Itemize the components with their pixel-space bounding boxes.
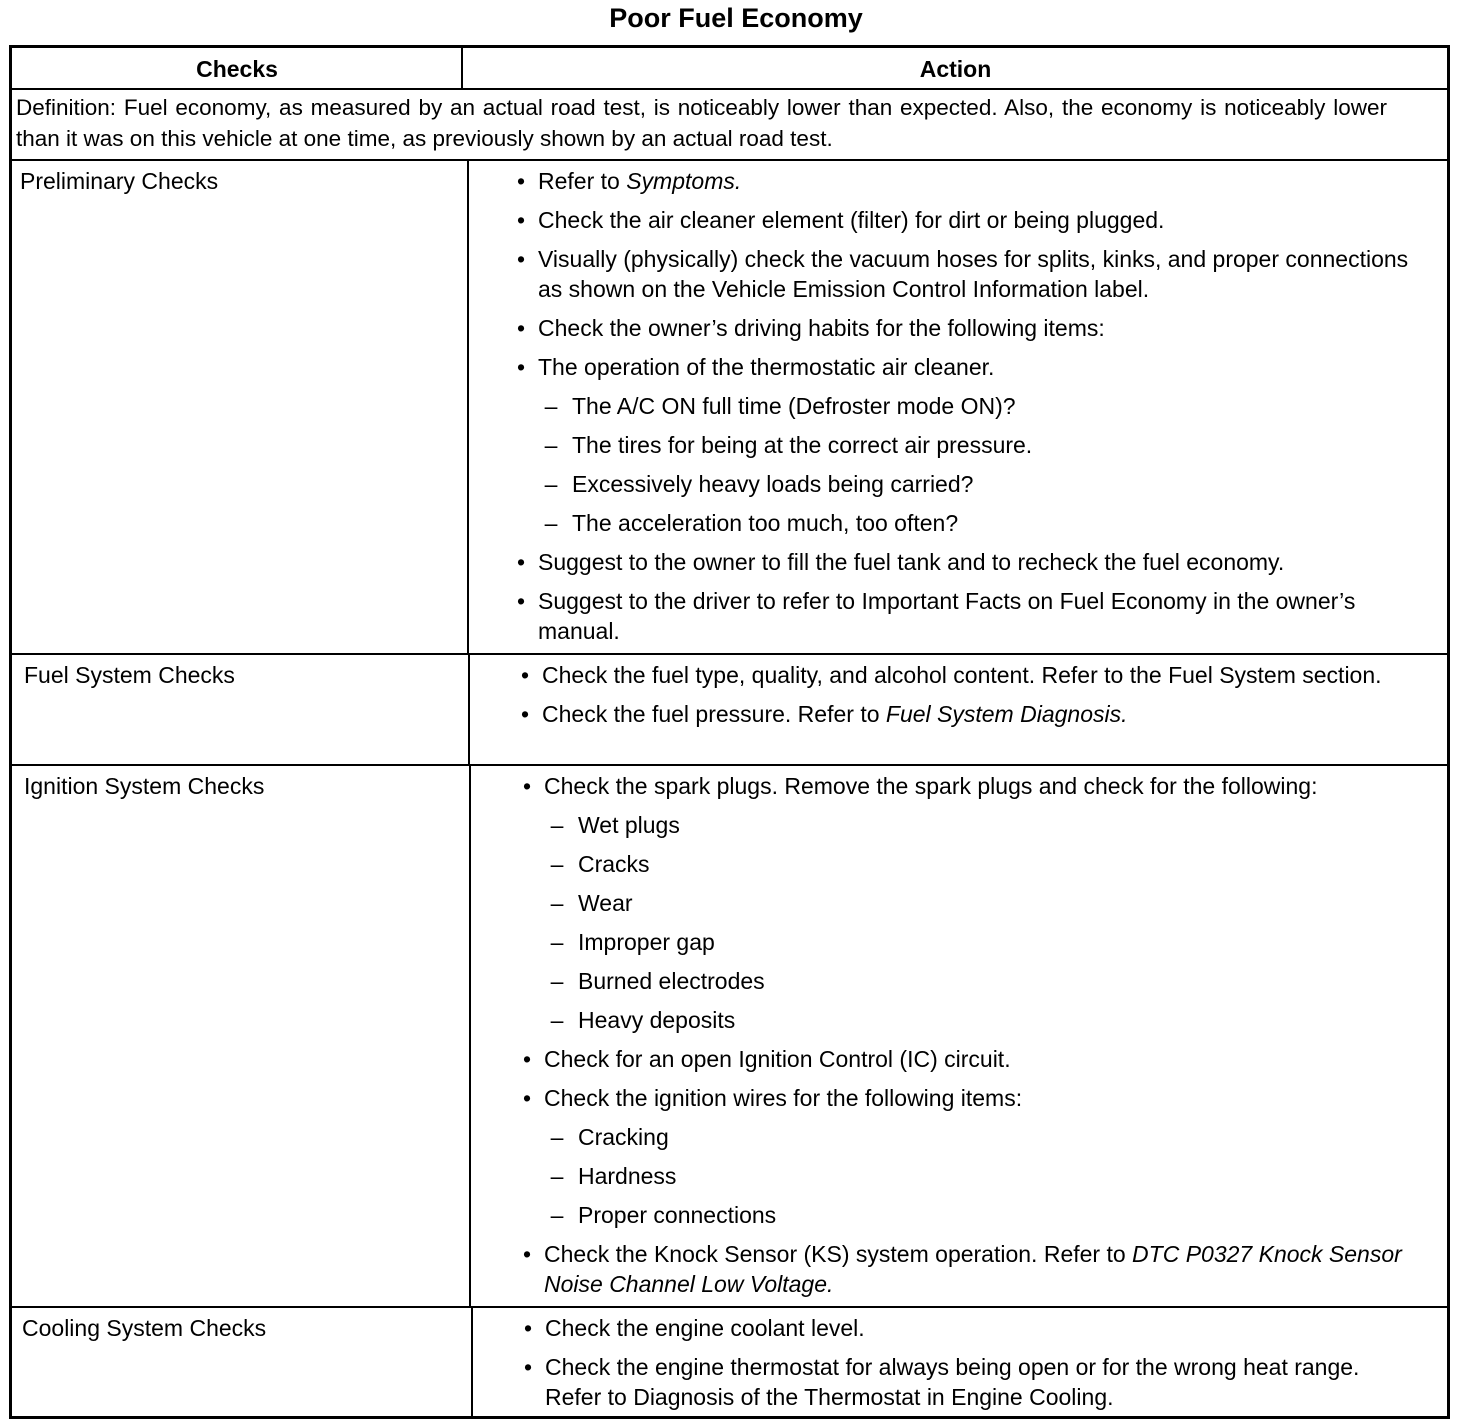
check-category-label: Cooling System Checks (22, 1315, 267, 1341)
reference-text: Symptoms. (626, 168, 742, 194)
poor-fuel-economy-table (9, 45, 1450, 1419)
action-item (516, 771, 1417, 801)
action-text: Check the fuel type, quality, and alcohol content. Refer to the Fuel System section. (542, 662, 1382, 688)
action-text: Heavy deposits (578, 1007, 736, 1033)
action-list (517, 1313, 1417, 1421)
action-subitem (516, 966, 1417, 996)
action-text: Hardness (578, 1163, 677, 1189)
action-subitem (510, 469, 1417, 499)
action-item (510, 244, 1417, 304)
action-item (510, 313, 1417, 343)
dash-marker: – (550, 968, 564, 994)
column-divider (467, 161, 469, 653)
action-subitem (516, 1161, 1417, 1191)
action-text: Visually (physically) check the vacuum hoses for splits, kinks, and proper connections as shown on the Vehicle Emission Control Information label. (538, 246, 1409, 302)
action-text: Improper gap (578, 929, 715, 955)
action-subitem (516, 849, 1417, 879)
definition-text: Definition: Fuel economy, as measured by an actual road test, is noticeably lower than expected. Also, the economy is noticeably lower than it was on this vehicle at one time, as previously shown by an actual road test. (16, 95, 1387, 151)
action-item (510, 547, 1417, 577)
action-item (510, 586, 1417, 646)
bullet-marker: • (522, 1046, 532, 1072)
bullet-marker: • (523, 1315, 533, 1341)
action-text: Check the spark plugs. Remove the spark plugs and check for the following: (544, 773, 1318, 799)
dash-marker: – (550, 1007, 564, 1033)
dash-marker: – (544, 510, 558, 536)
action-text: Refer to (538, 168, 627, 194)
bullet-marker: • (520, 701, 530, 727)
dash-marker: – (550, 1124, 564, 1150)
column-divider (471, 1308, 473, 1416)
header-checks: Checks (196, 56, 278, 82)
bullet-marker: • (516, 588, 526, 614)
bullet-marker: • (523, 1354, 533, 1380)
action-list (514, 660, 1417, 738)
bullet-marker: • (516, 549, 526, 575)
page-title: Poor Fuel Economy (609, 3, 863, 33)
action-text: Check the engine coolant level. (545, 1315, 865, 1341)
dash-marker: – (550, 851, 564, 877)
action-text: The operation of the thermostatic air cleaner. (538, 354, 995, 380)
action-subitem (516, 1005, 1417, 1035)
action-subitem (516, 888, 1417, 918)
dash-marker: – (544, 393, 558, 419)
action-item (514, 699, 1417, 729)
check-category-label: Ignition System Checks (24, 773, 265, 799)
action-item (516, 1083, 1417, 1113)
dash-marker: – (550, 1163, 564, 1189)
action-item (517, 1313, 1417, 1343)
bullet-marker: • (516, 315, 526, 341)
dash-marker: – (550, 1202, 564, 1228)
action-text: Wear (578, 890, 633, 916)
bullet-marker: • (516, 168, 526, 194)
bullet-marker: • (522, 773, 532, 799)
action-item (514, 660, 1417, 690)
action-text: The acceleration too much, too often? (572, 510, 959, 536)
action-item (516, 1239, 1417, 1299)
action-text: Check for an open Ignition Control (IC) circuit. (544, 1046, 1011, 1072)
action-subitem (510, 508, 1417, 538)
dash-marker: – (544, 471, 558, 497)
action-text: Burned electrodes (578, 968, 765, 994)
action-text: Wet plugs (578, 812, 680, 838)
action-text: The tires for being at the correct air pressure. (572, 432, 1033, 458)
bullet-marker: • (516, 207, 526, 233)
action-text: Check the fuel pressure. Refer to (542, 701, 886, 727)
bullet-marker: • (520, 662, 530, 688)
action-item (510, 166, 1417, 196)
action-text: Proper connections (578, 1202, 777, 1228)
action-item (516, 1044, 1417, 1074)
action-text: Check the air cleaner element (filter) for dirt or being plugged. (538, 207, 1165, 233)
action-subitem (516, 1200, 1417, 1230)
action-subitem (516, 810, 1417, 840)
check-category-label: Fuel System Checks (24, 662, 235, 688)
definition-rule (12, 159, 1447, 161)
action-item (517, 1352, 1417, 1412)
action-text: Cracks (578, 851, 650, 877)
action-text: Check the owner’s driving habits for the following items: (538, 315, 1105, 341)
dash-marker: – (544, 432, 558, 458)
bullet-marker: • (516, 246, 526, 272)
action-text: Excessively heavy loads being carried? (572, 471, 974, 497)
dash-marker: – (550, 812, 564, 838)
action-text: Check the Knock Sensor (KS) system operation. Refer to (544, 1241, 1133, 1267)
header-action: Action (919, 56, 992, 82)
action-subitem (510, 391, 1417, 421)
bullet-marker: • (522, 1241, 532, 1267)
action-text: Cracking (578, 1124, 669, 1150)
bullet-marker: • (516, 354, 526, 380)
bullet-marker: • (522, 1085, 532, 1111)
action-list (510, 166, 1417, 655)
reference-text: DTC P0327 Knock Sensor Noise Channel Low Voltage. (544, 1241, 1402, 1297)
action-text: Check the ignition wires for the following items: (544, 1085, 1023, 1111)
action-subitem (516, 1122, 1417, 1152)
header-rule (12, 88, 1447, 90)
section-rule (12, 764, 1447, 766)
action-list (516, 771, 1417, 1308)
action-text: The A/C ON full time (Defroster mode ON)? (572, 393, 1016, 419)
reference-text: Fuel System Diagnosis. (885, 701, 1128, 727)
action-subitem (510, 430, 1417, 460)
action-item (510, 352, 1417, 382)
dash-marker: – (550, 929, 564, 955)
action-subitem (516, 927, 1417, 957)
column-divider (468, 655, 470, 764)
action-text: Suggest to the driver to refer to Important Facts on Fuel Economy in the owner’s manual. (538, 588, 1356, 644)
dash-marker: – (550, 890, 564, 916)
action-item (510, 205, 1417, 235)
action-text: Check the engine thermostat for always being open or for the wrong heat range. Refer to Diagnosis of the Thermostat in Engine Cooling. (545, 1354, 1360, 1410)
action-text: Suggest to the owner to fill the fuel tank and to recheck the fuel economy. (538, 549, 1285, 575)
check-category-label: Preliminary Checks (20, 168, 219, 194)
column-divider (469, 766, 471, 1306)
header-divider (461, 48, 463, 88)
